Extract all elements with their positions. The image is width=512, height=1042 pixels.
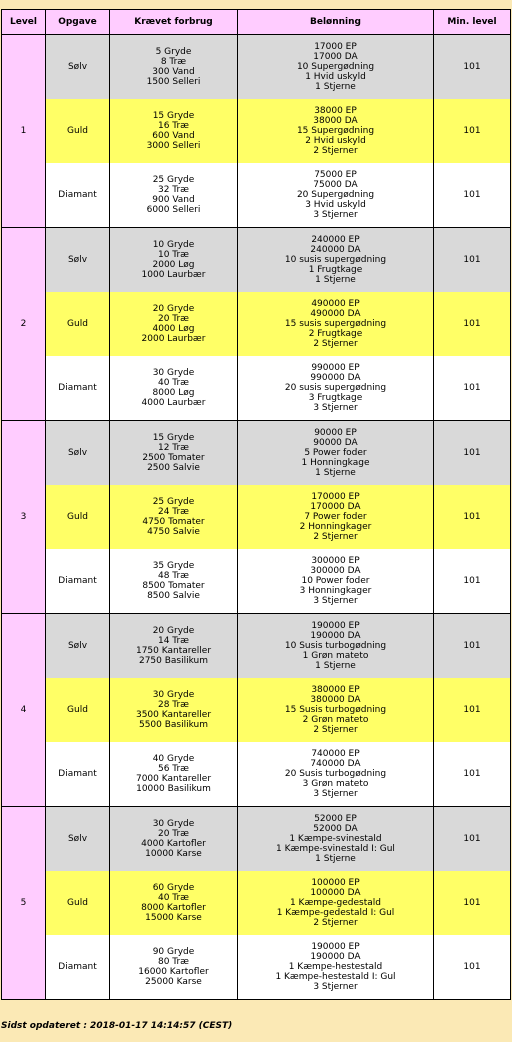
reward-cell-line: 10 Power foder	[301, 576, 370, 586]
reward-cell-line: 490000 EP	[311, 299, 360, 309]
reward-cell-line: 17000 DA	[313, 52, 358, 62]
level-cell: 5	[2, 807, 46, 1000]
reward-cell-line: 2 Hvid uskyld	[305, 136, 366, 146]
reward-cell-line: 190000 EP	[311, 942, 360, 952]
header-reward: Belønning	[238, 10, 434, 35]
reward-cell-line: 15 susis supergødning	[284, 319, 387, 329]
reward-cell-line: 3 Stjerner	[313, 982, 358, 992]
task-cell: Sølv	[46, 614, 110, 679]
required-cell-line: 40 Træ	[157, 893, 190, 903]
required-cell-line: 1500 Selleri	[146, 77, 201, 87]
reward-cell-line: 17000 EP	[314, 42, 357, 52]
reward-cell-line: 20 Susis turbogødning	[284, 769, 387, 779]
level-cell: 4	[2, 614, 46, 807]
task-cell: Diamant	[46, 549, 110, 614]
reward-cell-line: 3 Hvid uskyld	[305, 200, 366, 210]
required-cell	[110, 99, 238, 163]
required-cell-line: 2500 Tomater	[142, 453, 205, 463]
header-min-level: Min. level	[434, 10, 511, 35]
min-level-cell: 101	[434, 549, 511, 614]
reward-cell	[238, 35, 434, 100]
table-row	[2, 356, 511, 421]
table-row	[2, 99, 511, 163]
reward-cell-line: 20 susis supergødning	[284, 383, 387, 393]
required-cell-line: 40 Gryde	[152, 754, 195, 764]
min-level-cell: 101	[434, 678, 511, 742]
reward-cell-line: 38000 EP	[314, 106, 357, 116]
required-cell-line: 24 Træ	[157, 507, 190, 517]
required-cell-line: 2000 Løg	[152, 260, 195, 270]
required-cell-line: 4000 Løg	[152, 324, 195, 334]
reward-cell	[238, 485, 434, 549]
reward-cell-line: 52000 EP	[314, 814, 357, 824]
reward-cell	[238, 935, 434, 1000]
table-row	[2, 935, 511, 1000]
reward-cell-line: 2 Stjerner	[313, 339, 358, 349]
required-cell-line: 4000 Kartofler	[141, 839, 206, 849]
required-cell	[110, 935, 238, 1000]
reward-cell-line: 3 Stjerner	[313, 403, 358, 413]
task-cell: Sølv	[46, 35, 110, 100]
required-cell-line: 10000 Basilikum	[136, 784, 211, 794]
reward-cell-line: 1 Kæmpe-gedestald I: Gul	[276, 908, 395, 918]
required-cell-line: 8 Træ	[160, 57, 187, 67]
reward-cell-line: 75000 DA	[313, 180, 358, 190]
table-row	[2, 549, 511, 614]
reward-cell-line: 10 Supergødning	[296, 62, 375, 72]
reward-cell-line: 380000 EP	[311, 685, 360, 695]
required-cell	[110, 807, 238, 872]
reward-cell-line: 990000 DA	[310, 373, 361, 383]
reward-cell-line: 7 Power foder	[304, 512, 367, 522]
reward-cell-line: 1 Stjerne	[315, 275, 356, 285]
reward-cell-line: 15 Susis turbogødning	[284, 705, 387, 715]
required-cell-line: 6000 Selleri	[146, 205, 201, 215]
min-level-cell: 101	[434, 807, 511, 872]
reward-cell-line: 90000 EP	[314, 428, 357, 438]
table-row	[2, 292, 511, 356]
required-cell-line: 20 Gryde	[152, 304, 195, 314]
min-level-cell: 101	[434, 356, 511, 421]
task-cell: Guld	[46, 292, 110, 356]
required-cell-line: 90 Gryde	[152, 947, 195, 957]
min-level-cell: 101	[434, 99, 511, 163]
reward-cell	[238, 614, 434, 679]
required-cell	[110, 163, 238, 228]
level-cell: 1	[2, 35, 46, 228]
required-cell-line: 28 Træ	[157, 700, 190, 710]
reward-cell-line: 1 Frugtkage	[308, 265, 363, 275]
required-cell-line: 56 Træ	[157, 764, 190, 774]
required-cell-line: 900 Vand	[152, 195, 195, 205]
reward-cell-line: 100000 DA	[310, 888, 361, 898]
reward-cell-line: 240000 EP	[311, 235, 360, 245]
reward-cell-line: 740000 DA	[310, 759, 361, 769]
reward-cell-line: 190000 EP	[311, 621, 360, 631]
table-row	[2, 742, 511, 807]
reward-cell-line: 3 Stjerner	[313, 789, 358, 799]
required-cell	[110, 871, 238, 935]
required-cell-line: 30 Gryde	[152, 690, 195, 700]
required-cell-line: 1000 Laurbær	[141, 270, 206, 280]
reward-cell	[238, 549, 434, 614]
required-cell-line: 5500 Basilikum	[138, 720, 209, 730]
header-level: Level	[2, 10, 46, 35]
reward-cell-line: 990000 EP	[311, 363, 360, 373]
required-cell-line: 7000 Kantareller	[135, 774, 212, 784]
min-level-cell: 101	[434, 292, 511, 356]
required-cell-line: 12 Træ	[157, 443, 190, 453]
reward-cell-line: 90000 DA	[313, 438, 358, 448]
required-cell-line: 40 Træ	[157, 378, 190, 388]
task-cell: Sølv	[46, 421, 110, 486]
table-row	[2, 871, 511, 935]
reward-cell-line: 2 Stjerner	[313, 532, 358, 542]
reward-cell-line: 740000 EP	[311, 749, 360, 759]
required-cell-line: 1750 Kantareller	[135, 646, 212, 656]
required-cell	[110, 678, 238, 742]
reward-cell-line: 1 Stjerne	[315, 661, 356, 671]
required-cell-line: 25 Gryde	[152, 175, 195, 185]
required-cell-line: 16 Træ	[157, 121, 190, 131]
task-cell: Guld	[46, 485, 110, 549]
reward-cell-line: 1 Stjerne	[315, 82, 356, 92]
reward-cell-line: 300000 DA	[310, 566, 361, 576]
required-cell-line: 25 Gryde	[152, 497, 195, 507]
reward-cell-line: 1 Kæmpe-gedestald	[289, 898, 382, 908]
table-header-row	[2, 10, 511, 35]
required-cell-line: 10 Træ	[157, 250, 190, 260]
reward-cell-line: 300000 EP	[311, 556, 360, 566]
required-cell-line: 5 Gryde	[155, 47, 192, 57]
reward-cell-line: 1 Honningkage	[301, 458, 370, 468]
required-cell-line: 32 Træ	[157, 185, 190, 195]
min-level-cell: 101	[434, 614, 511, 679]
required-cell-line: 25000 Karse	[145, 977, 202, 987]
required-cell-line: 2500 Salvie	[147, 463, 200, 473]
required-cell-line: 2000 Laurbær	[141, 334, 206, 344]
reward-cell-line: 2 Honningkager	[299, 522, 372, 532]
reward-cell-line: 190000 DA	[310, 952, 361, 962]
required-cell-line: 3500 Kantareller	[135, 710, 212, 720]
required-cell-line: 20 Træ	[157, 829, 190, 839]
required-cell-line: 3000 Selleri	[146, 141, 201, 151]
reward-cell	[238, 99, 434, 163]
reward-cell-line: 75000 EP	[314, 170, 357, 180]
reward-cell-line: 3 Stjerner	[313, 596, 358, 606]
min-level-cell: 101	[434, 228, 511, 293]
reward-cell-line: 1 Kæmpe-svinestald	[289, 834, 382, 844]
quest-rewards-table	[1, 9, 511, 1000]
reward-cell-line: 3 Grøn mateto	[302, 779, 369, 789]
required-cell-line: 8000 Løg	[152, 388, 195, 398]
reward-cell-line: 3 Stjerner	[313, 210, 358, 220]
reward-cell-line: 190000 DA	[310, 631, 361, 641]
header-task: Opgave	[46, 10, 110, 35]
required-cell-line: 4750 Salvie	[147, 527, 200, 537]
required-cell-line: 20 Træ	[157, 314, 190, 324]
reward-cell-line: 2 Grøn mateto	[302, 715, 369, 725]
required-cell-line: 15 Gryde	[152, 433, 195, 443]
level-cell: 3	[2, 421, 46, 614]
table-row	[2, 421, 511, 486]
task-cell: Diamant	[46, 163, 110, 228]
required-cell-line: 30 Gryde	[152, 368, 195, 378]
required-cell-line: 4000 Laurbær	[141, 398, 206, 408]
reward-cell-line: 1 Kæmpe-hestestald	[288, 962, 383, 972]
required-cell-line: 30 Gryde	[152, 819, 195, 829]
min-level-cell: 101	[434, 871, 511, 935]
reward-cell-line: 3 Frugtkage	[308, 393, 363, 403]
reward-cell-line: 1 Grøn mateto	[302, 651, 369, 661]
header-required: Krævet forbrug	[110, 10, 238, 35]
reward-cell	[238, 678, 434, 742]
required-cell	[110, 614, 238, 679]
reward-cell-line: 1 Stjerne	[315, 468, 356, 478]
reward-cell-line: 38000 DA	[313, 116, 358, 126]
reward-cell-line: 15 Supergødning	[296, 126, 375, 136]
reward-cell	[238, 228, 434, 293]
reward-cell-line: 10 Susis turbogødning	[284, 641, 387, 651]
reward-cell-line: 240000 DA	[310, 245, 361, 255]
reward-cell	[238, 356, 434, 421]
required-cell-line: 15000 Karse	[145, 913, 202, 923]
required-cell-line: 15 Gryde	[152, 111, 195, 121]
reward-cell-line: 1 Kæmpe-svinestald I: Gul	[276, 844, 395, 854]
required-cell-line: 14 Træ	[157, 636, 190, 646]
last-updated: Sidst opdateret : 2018-01-17 14:14:57 (CEST)	[1, 1021, 233, 1031]
required-cell-line: 8500 Tomater	[142, 581, 205, 591]
required-cell-line: 10 Gryde	[152, 240, 195, 250]
reward-cell-line: 2 Frugtkage	[308, 329, 363, 339]
required-cell-line: 80 Træ	[157, 957, 190, 967]
required-cell-line: 8500 Salvie	[147, 591, 200, 601]
reward-cell-line: 380000 DA	[310, 695, 361, 705]
min-level-cell: 101	[434, 35, 511, 100]
min-level-cell: 101	[434, 163, 511, 228]
reward-cell-line: 490000 DA	[310, 309, 361, 319]
required-cell	[110, 228, 238, 293]
table-row	[2, 228, 511, 293]
required-cell	[110, 485, 238, 549]
min-level-cell: 101	[434, 421, 511, 486]
reward-cell	[238, 871, 434, 935]
required-cell-line: 35 Gryde	[152, 561, 195, 571]
reward-cell	[238, 807, 434, 872]
reward-cell-line: 1 Stjerne	[315, 854, 356, 864]
table-row	[2, 35, 511, 100]
table-row	[2, 678, 511, 742]
task-cell: Diamant	[46, 935, 110, 1000]
reward-cell	[238, 742, 434, 807]
required-cell-line: 2750 Basilikum	[138, 656, 209, 666]
table-row	[2, 485, 511, 549]
required-cell-line: 4750 Tomater	[142, 517, 205, 527]
reward-cell	[238, 292, 434, 356]
reward-cell-line: 10 susis supergødning	[284, 255, 387, 265]
task-cell: Sølv	[46, 807, 110, 872]
table-row	[2, 807, 511, 872]
required-cell-line: 16000 Kartofler	[138, 967, 209, 977]
task-cell: Sølv	[46, 228, 110, 293]
required-cell-line: 300 Vand	[152, 67, 195, 77]
reward-cell-line: 1 Kæmpe-hestestald I: Gul	[275, 972, 396, 982]
table-row	[2, 163, 511, 228]
reward-cell-line: 3 Honningkager	[299, 586, 372, 596]
reward-cell-line: 2 Stjerner	[313, 725, 358, 735]
reward-cell-line: 2 Stjerner	[313, 146, 358, 156]
required-cell-line: 20 Gryde	[152, 626, 195, 636]
required-cell	[110, 292, 238, 356]
reward-cell-line: 52000 DA	[313, 824, 358, 834]
required-cell	[110, 421, 238, 486]
table-row	[2, 614, 511, 679]
required-cell-line: 48 Træ	[157, 571, 190, 581]
task-cell: Diamant	[46, 742, 110, 807]
reward-cell-line: 1 Hvid uskyld	[305, 72, 366, 82]
required-cell	[110, 549, 238, 614]
task-cell: Guld	[46, 871, 110, 935]
required-cell-line: 10000 Karse	[145, 849, 202, 859]
min-level-cell: 101	[434, 742, 511, 807]
required-cell-line: 600 Vand	[152, 131, 195, 141]
level-cell: 2	[2, 228, 46, 421]
reward-cell	[238, 163, 434, 228]
required-cell-line: 8000 Kartofler	[141, 903, 206, 913]
reward-cell	[238, 421, 434, 486]
min-level-cell: 101	[434, 485, 511, 549]
reward-cell-line: 5 Power foder	[304, 448, 367, 458]
reward-cell-line: 2 Stjerner	[313, 918, 358, 928]
reward-cell-line: 170000 DA	[310, 502, 361, 512]
task-cell: Guld	[46, 99, 110, 163]
task-cell: Guld	[46, 678, 110, 742]
required-cell	[110, 356, 238, 421]
required-cell	[110, 35, 238, 100]
reward-cell-line: 20 Supergødning	[296, 190, 375, 200]
min-level-cell: 101	[434, 935, 511, 1000]
task-cell: Diamant	[46, 356, 110, 421]
reward-cell-line: 170000 EP	[311, 492, 360, 502]
required-cell-line: 60 Gryde	[152, 883, 195, 893]
required-cell	[110, 742, 238, 807]
reward-cell-line: 100000 EP	[311, 878, 360, 888]
